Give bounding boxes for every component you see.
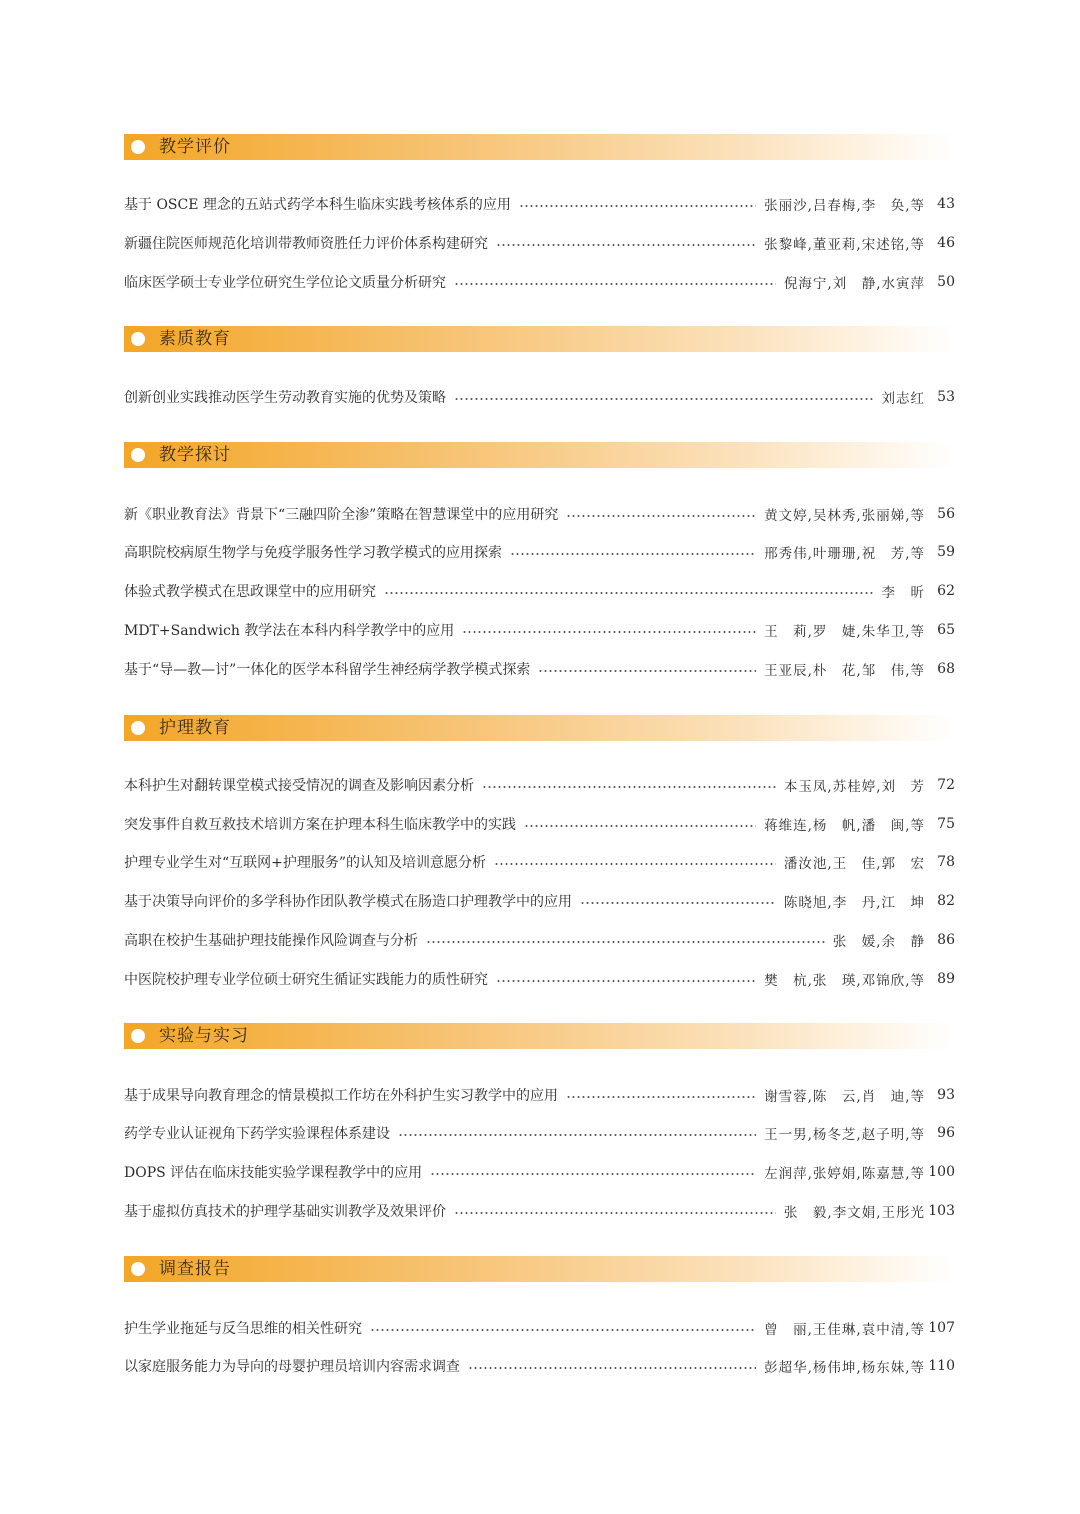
entry-page: 107 — [928, 1320, 955, 1336]
bullet-icon — [131, 1029, 145, 1043]
entry-authors: 谢雪蓉,陈 云,肖 迪,等 — [764, 1089, 925, 1105]
section-header-nursing-education — [124, 715, 954, 741]
section-title: 教学评价 — [159, 137, 231, 157]
toc-entry[interactable] — [124, 774, 955, 796]
bullet-icon — [131, 140, 145, 154]
entry-title: 基于虚拟仿真技术的护理学基础实训教学及效果评价 — [124, 1204, 446, 1220]
entry-title: 新《职业教育法》背景下“三融四阶全渗”策略在智慧课堂中的应用研究 — [124, 507, 559, 523]
bullet-icon — [131, 448, 145, 462]
entry-page: 75 — [937, 816, 955, 832]
bullet-icon — [131, 1262, 145, 1276]
toc-entry[interactable] — [124, 193, 955, 215]
toc-entry[interactable] — [124, 1122, 955, 1144]
entry-authors: 张丽沙,吕春梅,李 奂,等 — [764, 198, 925, 214]
entry-title: DOPS 评估在临床技能实验学课程教学中的应用 — [124, 1165, 423, 1181]
entry-authors: 王一男,杨冬芝,赵子明,等 — [764, 1127, 925, 1143]
dot-leader — [426, 941, 825, 943]
section-title: 护理教育 — [159, 718, 231, 738]
entry-authors: 王亚辰,朴 花,邹 伟,等 — [764, 663, 925, 679]
toc-entry[interactable] — [124, 503, 955, 525]
entry-page: 110 — [928, 1358, 955, 1374]
entry-title: 基于决策导向评价的多学科协作团队教学模式在肠造口护理教学中的应用 — [124, 894, 572, 910]
entry-page: 50 — [937, 274, 955, 290]
entry-title: 新疆住院医师规范化培训带教师资胜任力评价体系构建研究 — [124, 236, 488, 252]
entry-authors: 李 昕 — [881, 585, 925, 601]
dot-leader — [494, 863, 776, 865]
entry-page: 100 — [928, 1164, 955, 1180]
entry-title: 以家庭服务能力为导向的母婴护理员培训内容需求调查 — [124, 1359, 460, 1375]
section-title: 实验与实习 — [159, 1026, 249, 1046]
entry-page: 56 — [937, 506, 955, 522]
section-title: 素质教育 — [159, 329, 231, 349]
section-header-evaluation — [124, 134, 954, 160]
dot-leader — [482, 786, 776, 788]
dot-leader — [430, 1173, 756, 1175]
toc-entry[interactable] — [124, 929, 955, 951]
entry-title: 体验式教学模式在思政课堂中的应用研究 — [124, 584, 376, 600]
entry-page: 65 — [937, 622, 955, 638]
entry-page: 96 — [937, 1125, 955, 1141]
dot-leader — [384, 592, 874, 594]
toc-entry[interactable] — [124, 1317, 955, 1339]
entry-authors: 张 媛,余 静 — [832, 934, 925, 950]
entry-authors: 张黎峰,董亚莉,宋述铭,等 — [764, 237, 925, 253]
entry-title: 护理专业学生对“互联网+护理服务”的认知及培训意愿分析 — [124, 855, 487, 871]
bullet-icon — [131, 332, 145, 346]
entry-authors: 彭超华,杨伟坤,杨东妹,等 — [764, 1360, 925, 1376]
entry-authors: 张 毅,李文娟,王彤光 — [783, 1205, 925, 1221]
entry-page: 86 — [937, 932, 955, 948]
toc-entry[interactable] — [124, 1355, 955, 1377]
entry-title: 中医院校护理专业学位硕士研究生循证实践能力的质性研究 — [124, 972, 488, 988]
entry-title: 创新创业实践推动医学生劳动教育实施的优势及策略 — [124, 390, 446, 406]
entry-page: 46 — [937, 235, 955, 251]
toc-entry[interactable] — [124, 813, 955, 835]
entry-authors: 黄文婷,吴林秀,张丽娣,等 — [764, 508, 925, 524]
entry-title: 基于 OSCE 理念的五站式药学本科生临床实践考核体系的应用 — [124, 197, 511, 213]
toc-entry[interactable] — [124, 851, 955, 873]
dot-leader — [454, 398, 874, 400]
entry-authors: 刘志红 — [881, 391, 925, 407]
dot-leader — [454, 1212, 776, 1214]
entry-title: 护生学业拖延与反刍思维的相关性研究 — [124, 1321, 362, 1337]
toc-entry[interactable] — [124, 541, 955, 563]
entry-title: 基于成果导向教育理念的情景模拟工作坊在外科护生实习教学中的应用 — [124, 1088, 558, 1104]
dot-leader — [462, 631, 756, 633]
bullet-icon — [131, 721, 145, 735]
dot-leader — [566, 515, 756, 517]
entry-page: 43 — [937, 196, 955, 212]
entry-page: 72 — [937, 777, 955, 793]
section-title: 教学探讨 — [159, 445, 231, 465]
entry-page: 103 — [928, 1203, 955, 1219]
entry-page: 93 — [937, 1087, 955, 1103]
entry-page: 68 — [937, 661, 955, 677]
entry-authors: 陈晓旭,李 丹,江 坤 — [783, 895, 925, 911]
dot-leader — [496, 980, 756, 982]
entry-page: 82 — [937, 893, 955, 909]
entry-authors: 邢秀伟,叶珊珊,祝 芳,等 — [764, 546, 925, 562]
entry-page: 62 — [937, 583, 955, 599]
dot-leader — [510, 553, 756, 555]
entry-page: 59 — [937, 544, 955, 560]
toc-entry[interactable] — [124, 1084, 955, 1106]
entry-authors: 王 莉,罗 婕,朱华卫,等 — [764, 624, 925, 640]
section-header-teaching-discussion — [124, 442, 954, 468]
entry-authors: 潘汝池,王 佳,郭 宏 — [783, 856, 925, 872]
entry-authors: 樊 杭,张 瑛,邓锦欣,等 — [764, 973, 925, 989]
entry-title: 临床医学硕士专业学位研究生学位论文质量分析研究 — [124, 275, 446, 291]
entry-title: 突发事件自救互救技术培训方案在护理本科生临床教学中的实践 — [124, 817, 516, 833]
dot-leader — [496, 244, 756, 246]
dot-leader — [519, 205, 756, 207]
dot-leader — [398, 1134, 756, 1136]
section-header-survey-report — [124, 1256, 954, 1282]
entry-page: 78 — [937, 854, 955, 870]
entry-title: 高职院校病原生物学与免疫学服务性学习教学模式的应用探索 — [124, 545, 502, 561]
entry-page: 53 — [937, 389, 955, 405]
entry-title: 基于“导—教—讨”一体化的医学本科留学生神经病学教学模式探索 — [124, 662, 531, 678]
section-title: 调查报告 — [159, 1259, 231, 1279]
entry-title: 本科护生对翻转课堂模式接受情况的调查及影响因素分析 — [124, 778, 474, 794]
toc-entry[interactable] — [124, 580, 955, 602]
entry-authors: 左润萍,张婷娟,陈嘉慧,等 — [764, 1166, 925, 1182]
section-header-quality-education — [124, 326, 954, 352]
entry-authors: 本玉凤,苏桂婷,刘 芳 — [783, 779, 925, 795]
dot-leader — [454, 283, 776, 285]
toc-entry[interactable] — [124, 968, 955, 990]
entry-authors: 倪海宁,刘 静,水寅萍 — [783, 276, 925, 292]
entry-authors: 曾 丽,王佳琳,袁中清,等 — [764, 1322, 925, 1338]
toc-entry[interactable] — [124, 619, 955, 641]
toc-entry[interactable] — [124, 1161, 955, 1183]
entry-title: 药学专业认证视角下药学实验课程体系建设 — [124, 1126, 390, 1142]
dot-leader — [566, 1096, 756, 1098]
dot-leader — [524, 825, 756, 827]
section-header-experiment-internship — [124, 1023, 954, 1049]
entry-authors: 蒋维连,杨 帆,潘 闽,等 — [764, 818, 925, 834]
dot-leader — [468, 1367, 756, 1369]
toc-entry[interactable] — [124, 890, 955, 912]
entry-title: MDT+Sandwich 教学法在本科内科学教学中的应用 — [124, 623, 455, 639]
dot-leader — [538, 670, 756, 672]
toc-entry[interactable] — [124, 1200, 955, 1222]
dot-leader — [580, 902, 776, 904]
toc-entry[interactable] — [124, 271, 955, 293]
entry-title: 高职在校护生基础护理技能操作风险调查与分析 — [124, 933, 418, 949]
entry-page: 89 — [937, 971, 955, 987]
dot-leader — [370, 1329, 756, 1331]
toc-entry[interactable] — [124, 232, 955, 254]
toc-entry[interactable] — [124, 386, 955, 408]
toc-entry[interactable] — [124, 658, 955, 680]
